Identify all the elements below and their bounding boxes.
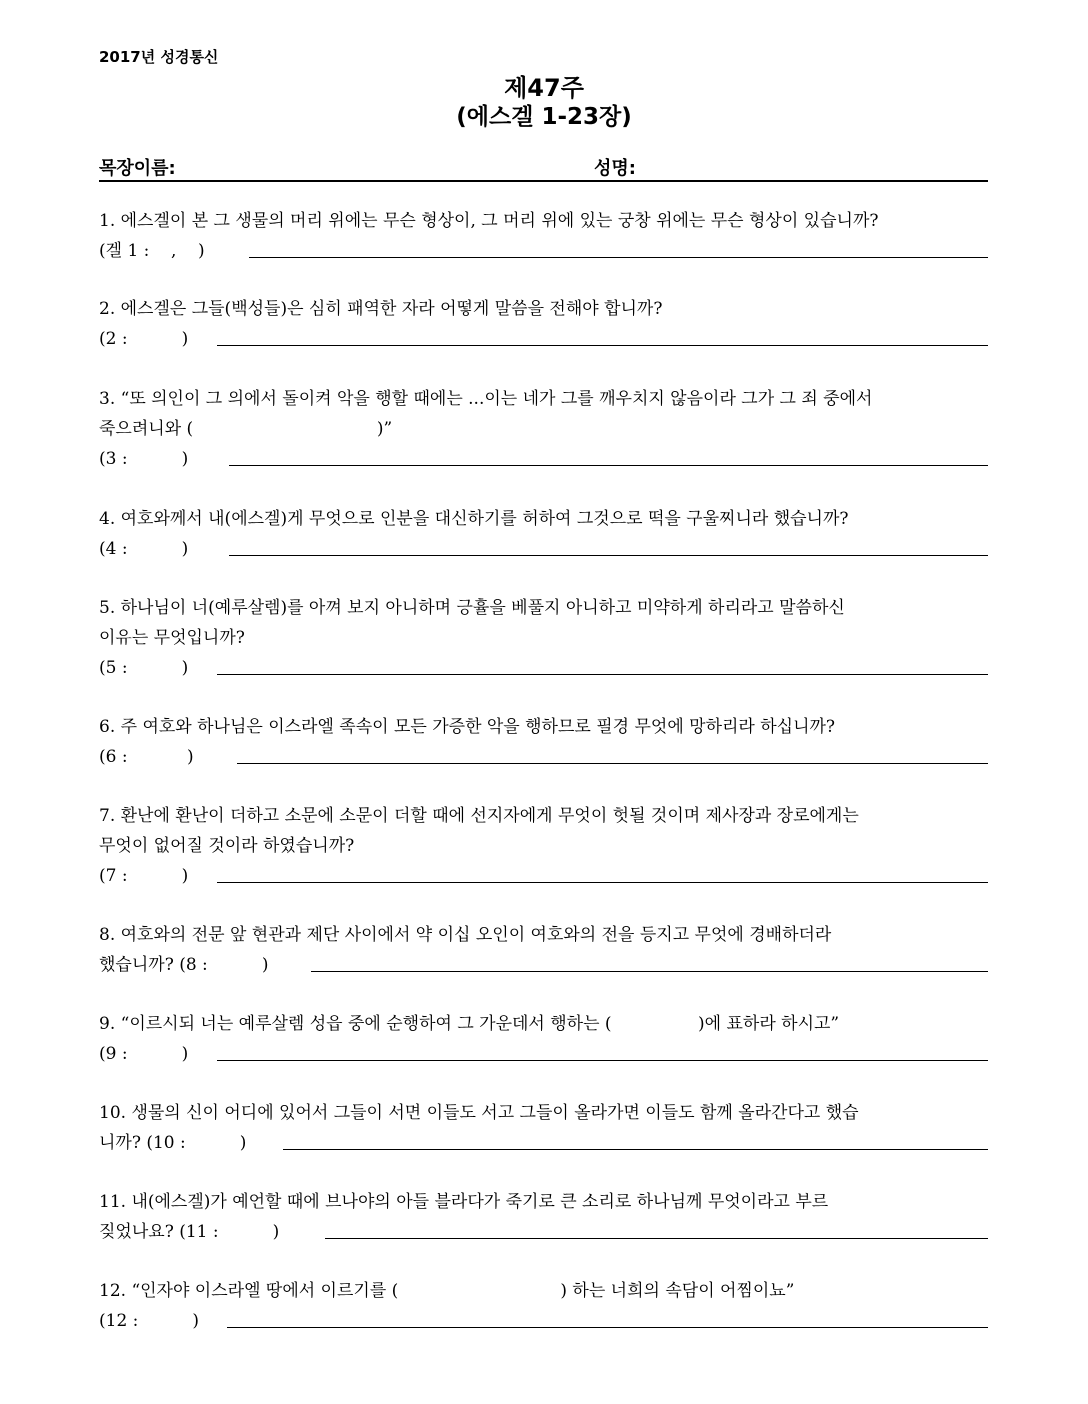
question-1 [99,206,988,266]
question-text: 9. “이르시되 너는 예루살렘 성읍 중에 순행하여 그 가운데서 행하는 ( )에 표하라 하시고” [99,1014,840,1034]
question-text: 무엇이 없어질 것이라 하였습니까? [99,836,355,856]
question-text: 10. 생물의 신이 어디에 있어서 그들이 서면 이들도 서고 그들이 올라가면 이들도 함께 올라간다고 했습 [99,1103,859,1123]
answer-line[interactable] [249,257,988,258]
answer-row [99,861,988,891]
name-row [99,152,988,182]
answer-row [99,1039,988,1069]
answer-row [99,236,988,266]
verse-reference: (9 : ) [99,1044,189,1064]
verse-reference: (5 : ) [99,658,189,678]
question-text: 8. 여호와의 전문 앞 현관과 제단 사이에서 약 이십 오인이 여호와의 전을 등지고 무엇에 경배하더라 [99,925,832,945]
verse-reference: (6 : ) [99,747,194,767]
header-tag: 2017년 성경통신 [99,48,219,66]
question-text: 7. 환난에 환난이 더하고 소문에 소문이 더할 때에 선지자에게 무엇이 헛될 것이며 제사장과 장로에게는 [99,806,859,826]
verse-reference: 니까? (10 : ) [99,1133,247,1153]
question-text: 6. 주 여호와 하나님은 이스라엘 족속이 모든 가증한 악을 행하므로 필경 무엇에 망하리라 하십니까? [99,717,836,737]
answer-row [99,950,988,980]
answer-row [99,1306,988,1336]
question-3 [99,384,988,474]
answer-line[interactable] [325,1238,988,1239]
answer-line[interactable] [217,345,988,346]
answer-row [99,742,988,772]
answer-row [99,1217,988,1247]
question-6 [99,712,988,772]
question-text: 죽으려니와 ( )” [99,419,393,439]
verse-reference: (7 : ) [99,866,189,886]
question-text: 5. 하나님이 너(예루살렘)를 아껴 보지 아니하며 긍휼을 베풀지 아니하고 미약하게 하리라고 말씀하신 [99,598,845,618]
question-text: 1. 에스겔이 본 그 생물의 머리 위에는 무슨 형상이, 그 머리 위에 있는 궁창 위에는 무슨 형상이 있습니까? [99,211,879,231]
question-8 [99,920,988,980]
group-name-label: 목장이름: [99,158,176,179]
verse-reference: (2 : ) [99,329,189,349]
question-11 [99,1187,988,1247]
answer-line[interactable] [217,674,988,675]
verse-reference: 짖었나요? (11 : ) [99,1222,280,1242]
question-9 [99,1009,988,1069]
question-text: 2. 에스겔은 그들(백성들)은 심히 패역한 자라 어떻게 말씀을 전해야 합니까? [99,299,663,319]
question-10 [99,1098,988,1158]
answer-line[interactable] [217,1060,988,1061]
page-subtitle: (에스겔 1-23장) [456,104,632,130]
question-text: 12. “인자야 이스라엘 땅에서 이르기를 ( ) 하는 너희의 속담이 어찜이뇨” [99,1281,795,1301]
question-text: 11. 내(에스겔)가 예언할 때에 브나야의 아들 블라다가 죽기로 큰 소리로 하나님께 무엇이라고 부르 [99,1192,829,1212]
answer-row [99,534,988,564]
verse-reference: 했습니까? (8 : ) [99,955,269,975]
answer-row [99,1128,988,1158]
verse-reference: (겔 1 : , ) [99,241,205,261]
question-4 [99,504,988,564]
question-2 [99,294,988,354]
question-7 [99,801,988,891]
answer-line[interactable] [283,1149,988,1150]
answer-row [99,653,988,683]
answer-line[interactable] [311,971,988,972]
question-5 [99,593,988,683]
verse-reference: (3 : ) [99,449,189,469]
verse-reference: (12 : ) [99,1311,200,1331]
answer-line[interactable] [227,1327,988,1328]
person-name-label: 성명: [594,158,636,179]
verse-reference: (4 : ) [99,539,189,559]
answer-line[interactable] [229,555,988,556]
answer-line[interactable] [217,882,988,883]
answer-line[interactable] [229,465,988,466]
answer-row [99,444,988,474]
question-12 [99,1276,988,1336]
question-text: 4. 여호와께서 내(에스겔)게 무엇으로 인분을 대신하기를 허하여 그것으로 떡을 구울찌니라 했습니까? [99,509,849,529]
question-text: 이유는 무엇입니까? [99,628,245,648]
question-text: 3. “또 의인이 그 의에서 돌이켜 악을 행할 때에는 ...이는 네가 그를 깨우치지 않음이라 그가 그 죄 중에서 [99,389,873,409]
page-title: 제47주 [504,74,584,102]
answer-row [99,324,988,354]
answer-line[interactable] [237,763,988,764]
